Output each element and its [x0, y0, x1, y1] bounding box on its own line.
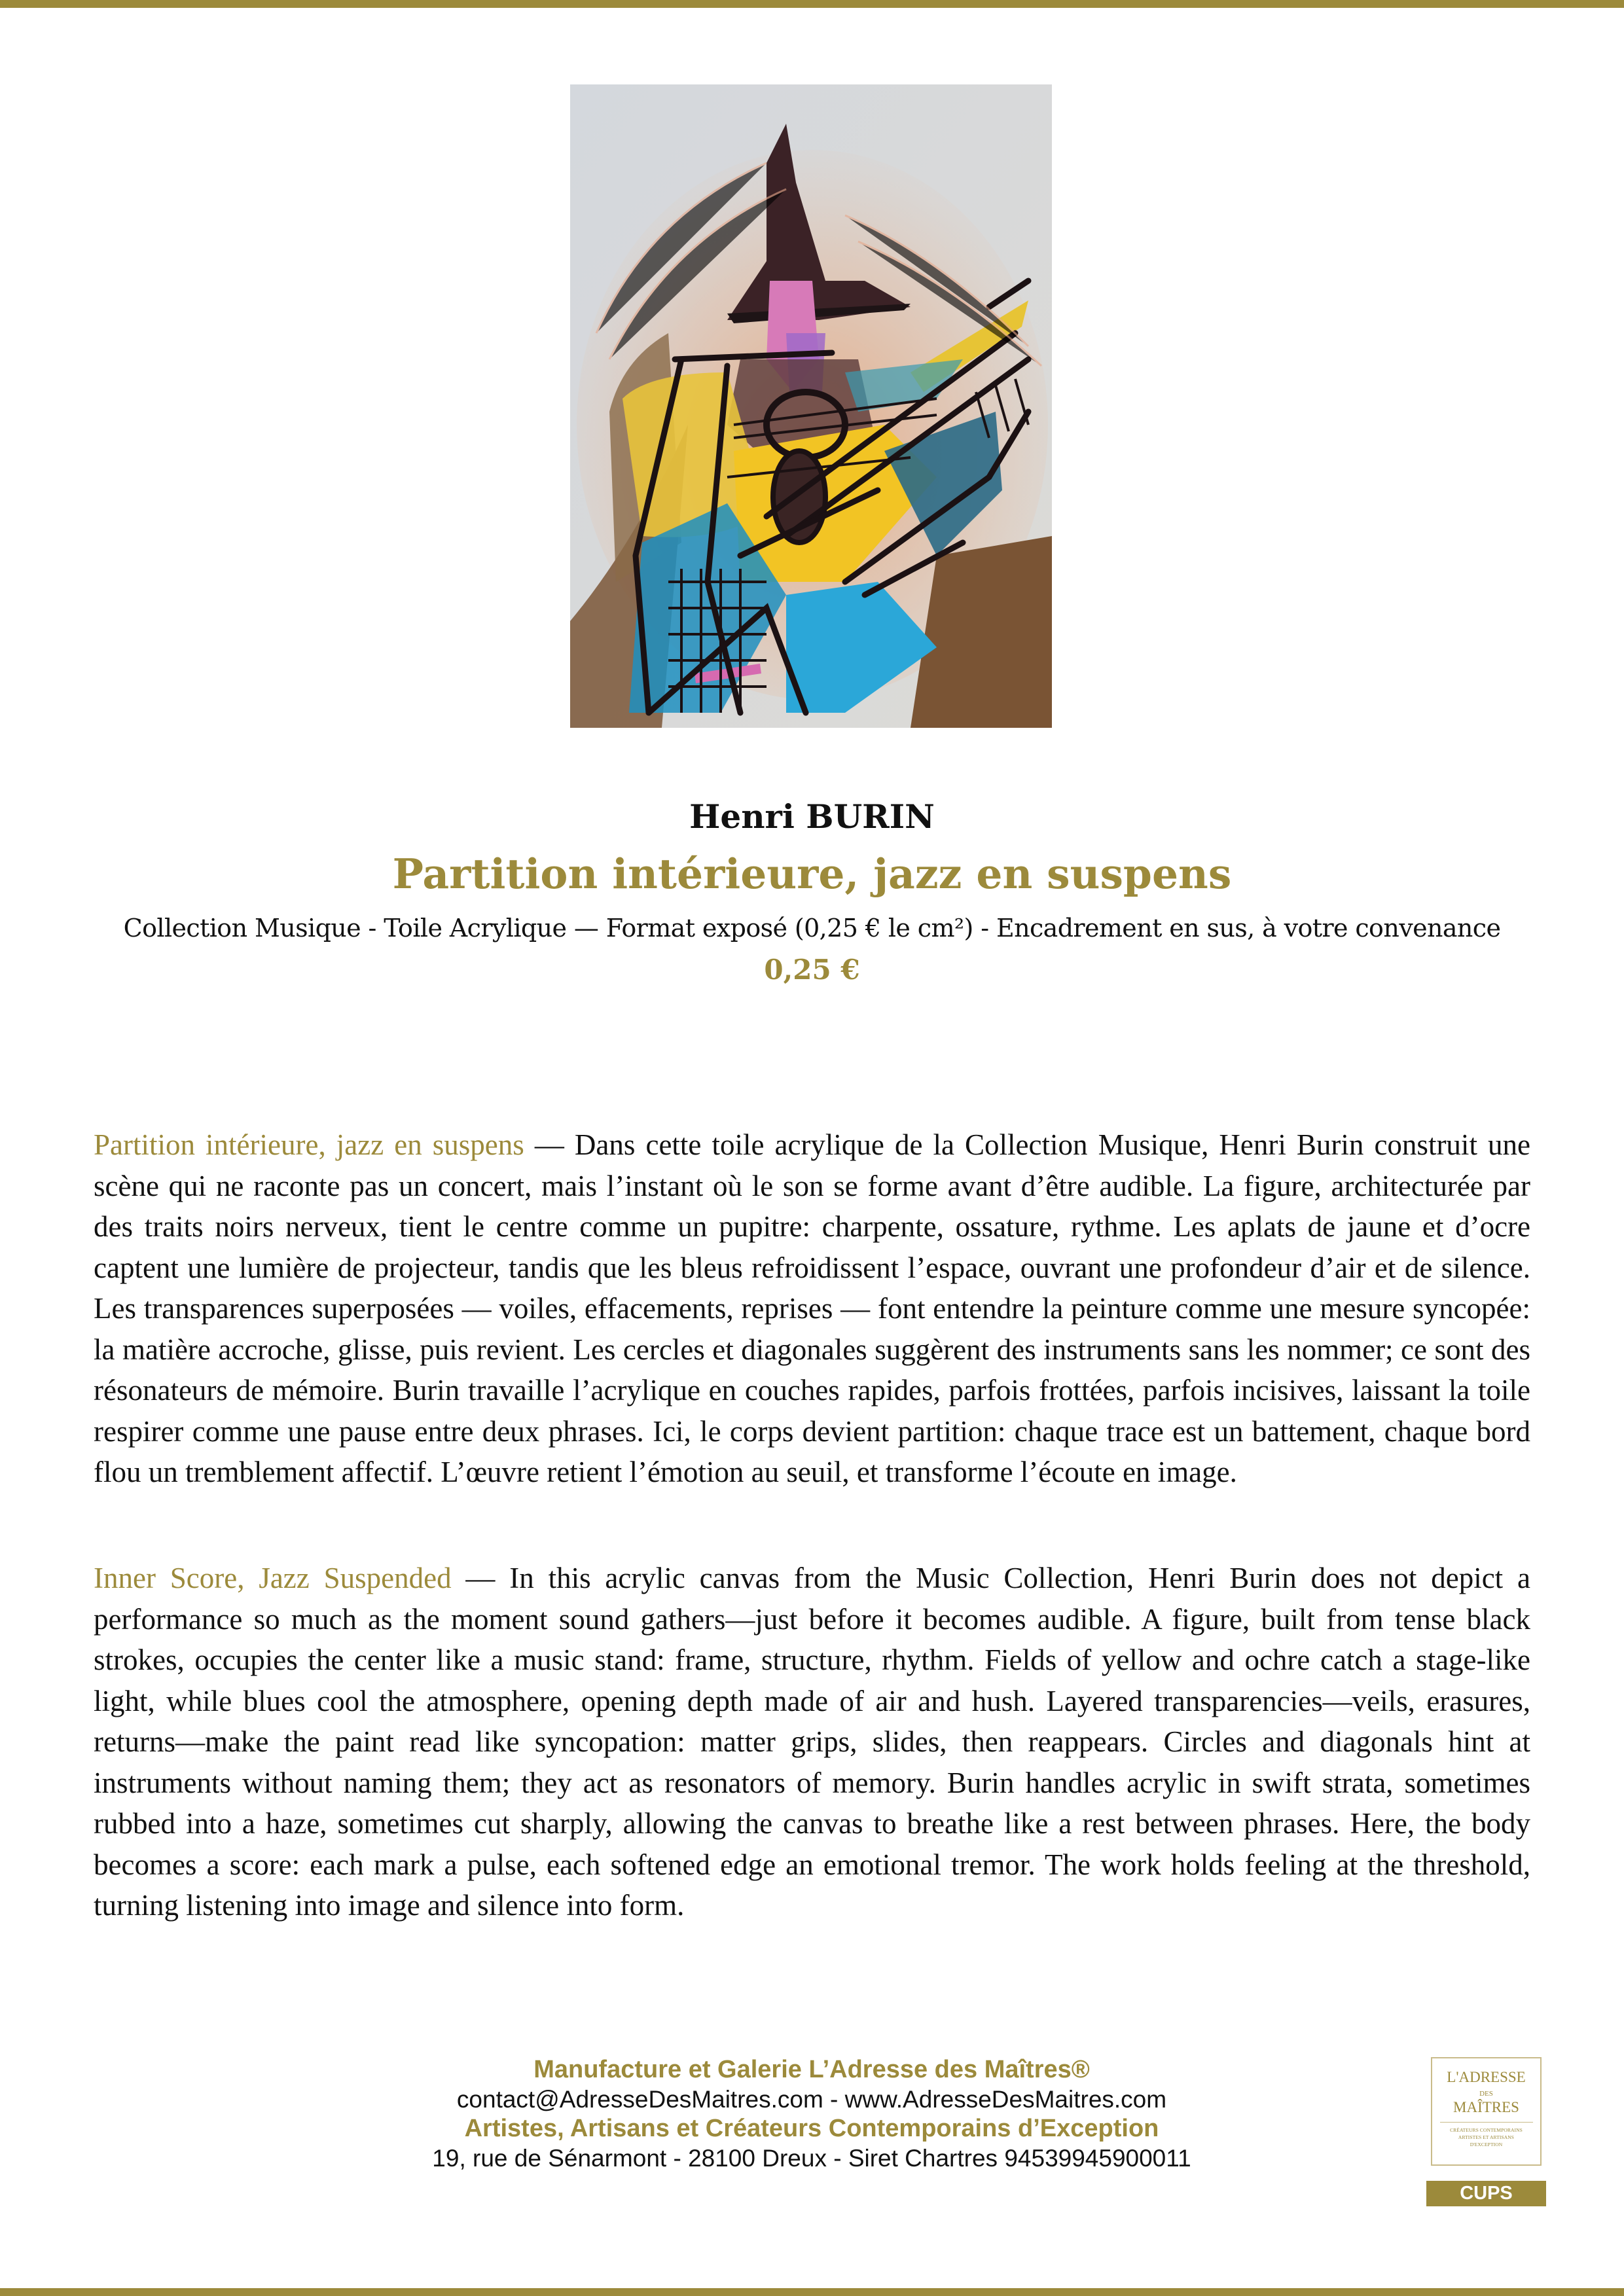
description-french-lead: Partition intérieure, jazz en suspens: [94, 1128, 524, 1161]
logo-line-2: DES: [1479, 2090, 1493, 2098]
description-french: [94, 1124, 1530, 1493]
bottom-border-bar: [0, 2288, 1624, 2296]
artist-name: Henri BURIN: [689, 797, 935, 836]
artwork-title: Partition intérieure, jazz en suspens: [392, 850, 1232, 898]
logo-line-3: MAÎTRES: [1453, 2099, 1519, 2115]
footer-address: 19, rue de Sénarmont - 28100 Dreux - Siret Chartres 94539945900011: [432, 2145, 1191, 2172]
footer-company: Manufacture et Galerie L’Adresse des Maîtres®: [533, 2056, 1090, 2083]
logo-sub-2: ARTISTES ET ARTISANS: [1458, 2134, 1515, 2140]
footer: [288, 2055, 1335, 2173]
logo-sub-1: CRÉATEURS CONTEMPORAINS: [1450, 2127, 1523, 2133]
gallery-logo: [1431, 2057, 1542, 2166]
artwork-price: 0,25 €: [764, 954, 860, 986]
logo-sub-3: D'EXCEPTION: [1470, 2142, 1503, 2147]
logo-divider: [1440, 2122, 1533, 2123]
artwork-details: Collection Musique - Toile Acrylique — Format exposé (0,25 € le cm²) - Encadrement en sus, à votre convenance: [123, 914, 1501, 942]
footer-contact[interactable]: contact@AdresseDesMaitres.com - www.AdresseDesMaitres.com: [456, 2086, 1167, 2113]
footer-tagline: Artistes, Artisans et Créateurs Contemporains d’Exception: [464, 2115, 1159, 2142]
description-english: [94, 1558, 1530, 1926]
description-english-text: — In this acrylic canvas from the Music Collection, Henri Burin does not depict a performance so much as the moment sound gathers—just before it becomes audible. A figure, built from tense black strokes, occupies the center like a music stand: frame, structure, rhythm. Fields of yellow and ochre catch a stage-like light, while blues cool the atmosphere, opening depth made of air and hush. Layered transparencies—veils, erasures, returns—make the paint read like syncopation: matter grips, slides, then reappears. Circles and diagonals hint at instruments without naming them; they act as resonators of memory. Burin handles acrylic in swift strata, sometimes rubbed into a haze, sometimes cut sharply, allowing the canvas to breathe like a rest between phrases. Here, the body becomes a score: each mark a pulse, each softened edge an emotional tremor. The work holds feeling at the threshold, turning listening into image and silence into form.: [94, 1562, 1530, 1922]
artwork-image: [570, 84, 1052, 728]
description-english-lead: Inner Score, Jazz Suspended: [94, 1562, 452, 1594]
logo-line-1: L'ADRESSE: [1447, 2069, 1526, 2085]
description-french-text: — Dans cette toile acrylique de la Collection Musique, Henri Burin construit une scène qui ne raconte pas un concert, mais l’instant où le son se forme avant d’être audible. La figure, architecturée par des traits noirs nerveux, tient le centre comme un pupitre: charpente, ossature, rythme. Les aplats de jaune et d’ocre captent une lumière de projecteur, tandis que les bleus refroidissent l’espace, ouvrant une profondeur d’air et de silence. Les transparences superposées — voiles, effacements, reprises — font entendre la peinture comme une mesure syncopée: la matière accroche, glisse, puis revient. Les cercles et diagonales suggèrent des instruments sans les nommer; ce sont des résonateurs de mémoire. Burin travaille l’acrylique en couches rapides, parfois frottées, parfois incisives, laissant la toile respirer comme une pause entre deux phrases. Ici, le corps devient partition: chaque trace est un battement, chaque bord flou un tremblement affectif. L’œuvre retient l’émotion au seuil, et transforme l’écoute en image.: [94, 1128, 1530, 1488]
top-border-bar: [0, 0, 1624, 8]
cups-badge: CUPS: [1426, 2181, 1546, 2206]
